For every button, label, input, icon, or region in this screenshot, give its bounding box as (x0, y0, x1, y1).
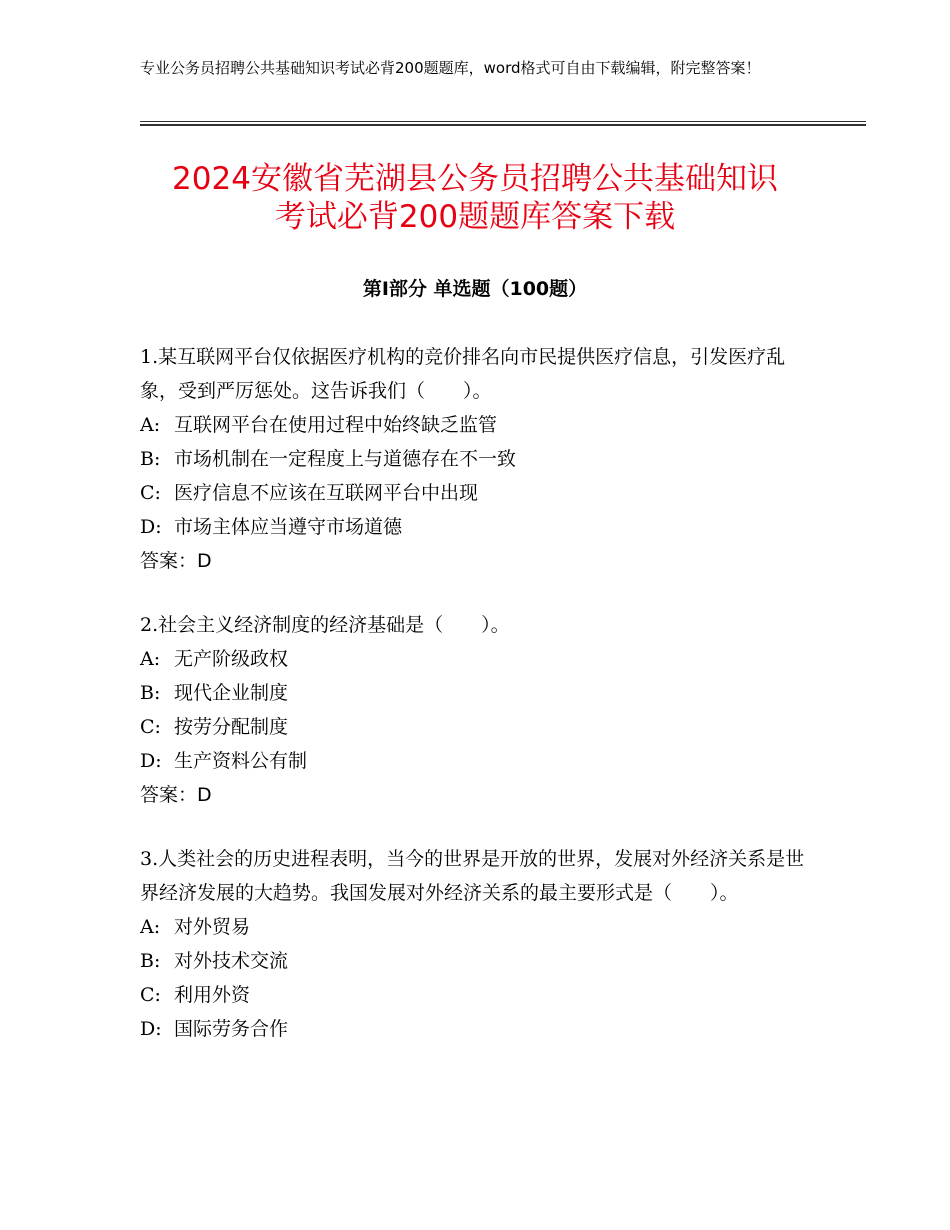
option-text: 生产资料公有制 (174, 750, 308, 772)
option-text: 互联网平台在使用过程中始终缺乏监管 (174, 414, 498, 436)
option-b (140, 944, 805, 978)
option-a (140, 642, 805, 676)
question-list (140, 340, 805, 1076)
option-d (140, 510, 805, 544)
option-c (140, 978, 805, 1012)
option-text: 国际劳务合作 (174, 1018, 289, 1040)
option-b (140, 676, 805, 710)
option-d (140, 744, 805, 778)
option-text: 无产阶级政权 (174, 648, 289, 670)
option-text: 医疗信息不应该在互联网平台中出现 (174, 482, 479, 504)
document-title-line-2: 考试必背200题题库答案下载 (274, 199, 676, 235)
option-letter: B: (140, 448, 161, 470)
option-d (140, 1012, 805, 1046)
document-title (100, 160, 850, 236)
section-heading: 第Ⅰ部分 单选题（100题） (362, 278, 588, 300)
header-divider (140, 121, 866, 126)
option-letter: D: (140, 1018, 162, 1040)
option-text: 现代企业制度 (174, 682, 289, 704)
header-note: 专业公务员招聘公共基础知识考试必背200题题库，word格式可自由下载编辑，附完整答案！ (140, 59, 761, 77)
option-text: 市场机制在一定程度上与道德存在不一致 (174, 448, 517, 470)
answer-line: 答案：D (140, 550, 212, 572)
option-letter: A: (140, 648, 161, 670)
option-text: 按劳分配制度 (174, 716, 289, 738)
question-stem: 2.社会主义经济制度的经济基础是（ ）。 (140, 614, 510, 636)
option-letter: C: (140, 984, 161, 1006)
option-text: 市场主体应当遵守市场道德 (174, 516, 403, 538)
question-stem: 3.人类社会的历史进程表明，当今的世界是开放的世界，发展对外经济关系是世界经济发展的大趋势。我国发展对外经济关系的最主要形式是（ ）。 (140, 848, 805, 904)
option-text: 对外技术交流 (174, 950, 289, 972)
question-2 (140, 608, 805, 812)
option-letter: C: (140, 716, 161, 738)
option-a (140, 408, 805, 442)
option-a (140, 910, 805, 944)
option-b (140, 442, 805, 476)
option-text: 对外贸易 (174, 916, 251, 938)
option-letter: D: (140, 516, 162, 538)
document-title-line-1: 2024安徽省芜湖县公务员招聘公共基础知识 (172, 161, 778, 197)
option-c (140, 710, 805, 744)
question-stem: 1.某互联网平台仅依据医疗机构的竞价排名向市民提供医疗信息，引发医疗乱象，受到严厉惩处。这告诉我们（ ）。 (140, 346, 786, 402)
option-letter: C: (140, 482, 161, 504)
question-3 (140, 842, 805, 1046)
question-1 (140, 340, 805, 578)
option-letter: A: (140, 916, 161, 938)
answer-line: 答案：D (140, 784, 212, 806)
option-letter: A: (140, 414, 161, 436)
option-c (140, 476, 805, 510)
option-letter: B: (140, 682, 161, 704)
option-letter: D: (140, 750, 162, 772)
option-letter: B: (140, 950, 161, 972)
option-text: 利用外资 (174, 984, 251, 1006)
